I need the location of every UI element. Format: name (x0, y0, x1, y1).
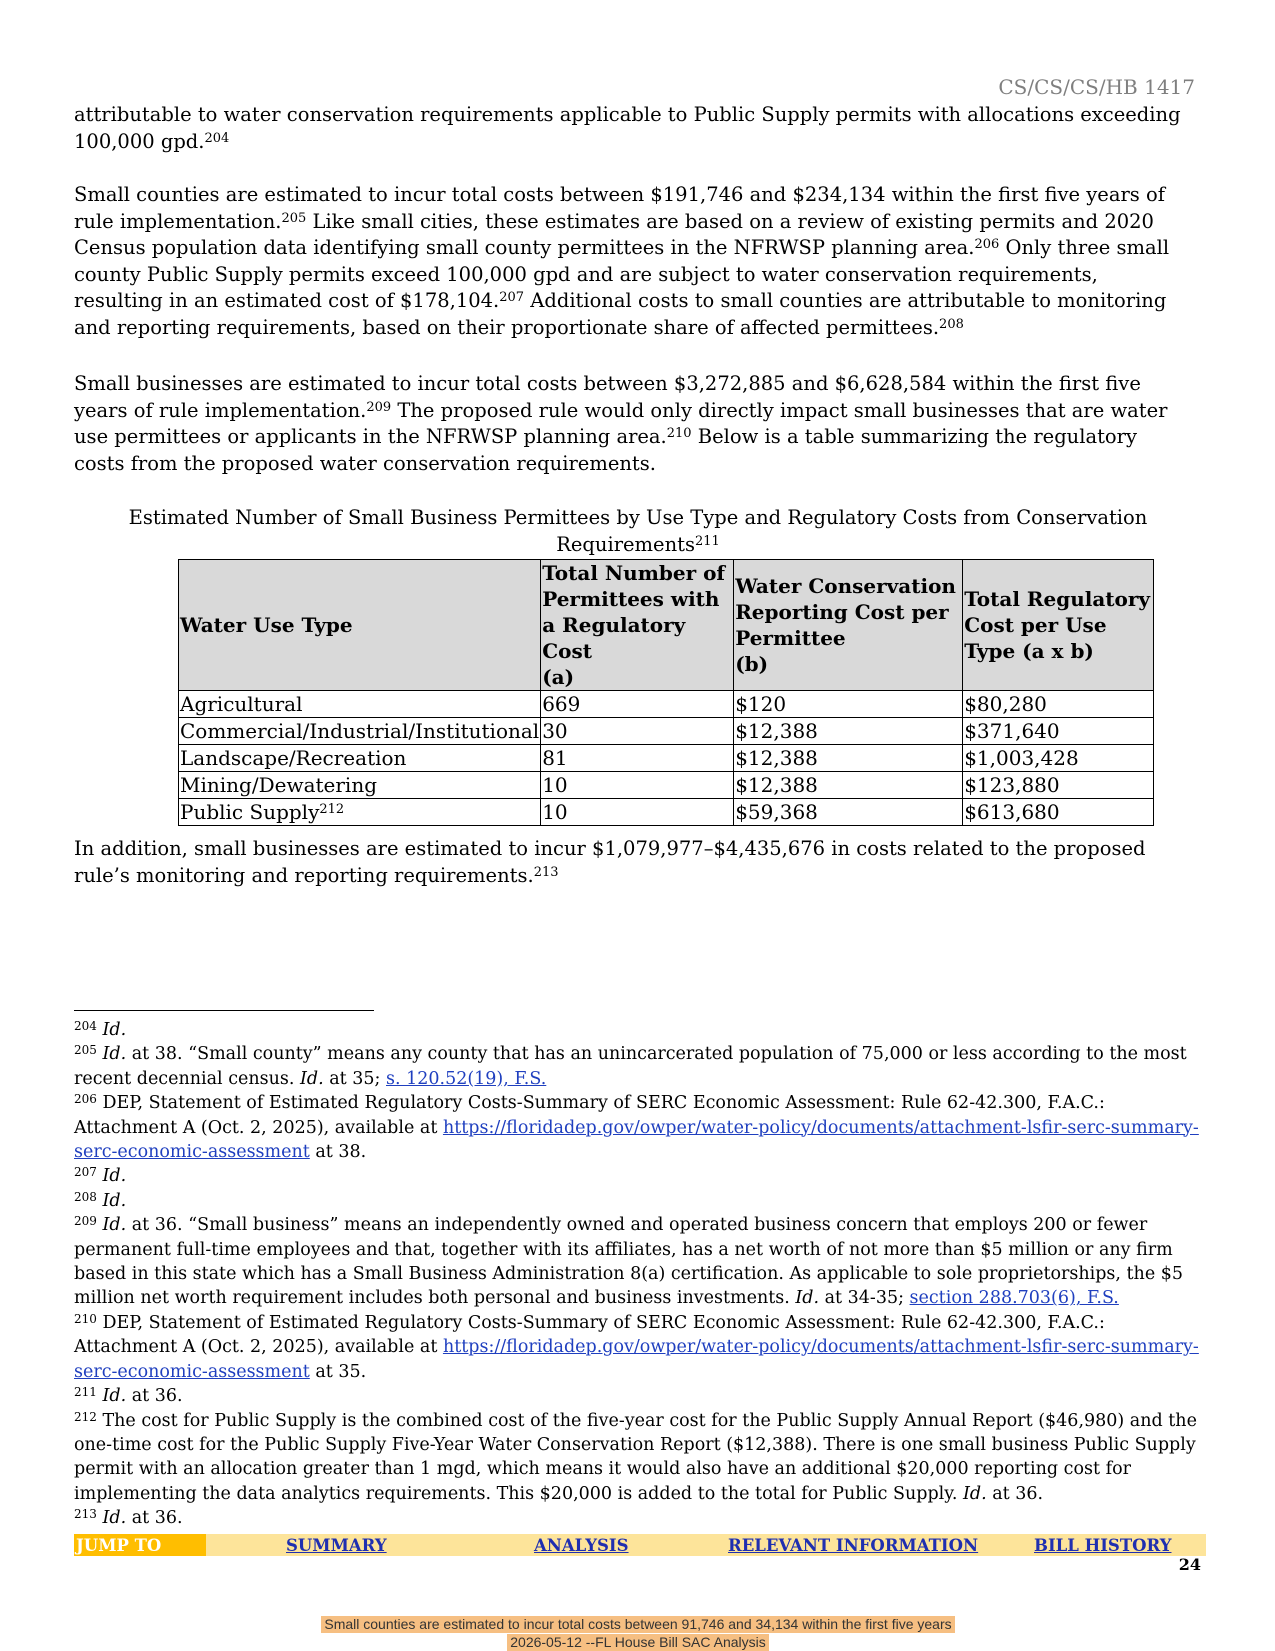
header-text: Total Number of Permittees with a Regulatory Cost (542, 561, 726, 663)
footnote-number: 211 (74, 1385, 97, 1400)
bill-id-header: CS/CS/CS/HB 1417 (998, 75, 1195, 99)
paragraph-small-counties (74, 182, 1192, 341)
footnote-text: DEP, Statement of Estimated Regulatory Costs-Summary of SERC Economic Assessment: Rule 62-42.300, F.A.C.: Attachment A (Oct. 2, 2025), available at (74, 1312, 1105, 1358)
footnote-ref[interactable]: 213 (533, 864, 559, 880)
stamp-line-1 (308, 1616, 968, 1633)
footnote-212 (74, 1409, 1202, 1507)
header-sub: (b) (735, 652, 769, 676)
cell-water-use-type (179, 718, 541, 745)
footnote-id: Id. (102, 1508, 127, 1529)
cell-reporting-cost-text: $12,388 (735, 719, 818, 743)
footnote-text: at 38. (309, 1142, 367, 1163)
cell-total-cost (963, 691, 1154, 718)
stamp-line-2 (308, 1634, 968, 1651)
table-body (179, 691, 1154, 826)
page-number: 24 (1178, 1555, 1201, 1574)
paragraph-text: Like small cities, these estimates are based on a review of existing permits and 2020 Census population data identifying small county permittees in the NFRWSP planning area. (74, 209, 1154, 259)
cell-total-cost-text: $371,640 (964, 719, 1060, 743)
paragraph-text: Small businesses are estimated to incur total costs between $3,272,885 and $6,628,584 within the first five years of rule implementation. (74, 372, 1141, 422)
col-header-total-cost: Total Regulatory Cost per Use Type (a x b) (963, 560, 1154, 691)
footnote-211 (74, 1384, 1202, 1408)
footnote-ref[interactable]: 212 (319, 802, 345, 817)
footnote-number: 208 (74, 1189, 97, 1204)
table-row (179, 691, 1154, 718)
table-row (179, 718, 1154, 745)
cell-total-cost (963, 745, 1154, 772)
footnote-ref[interactable]: 209 (366, 399, 392, 415)
footnote-text: The cost for Public Supply is the combined cost of the five-year cost for the Public Supply Annual Report ($46,980) and the one-time cost for the Public Supply Five-Year Water Conservation Report ($12,388). There is one small business Public Supply permit with an allocation greater than 1 mgd, which means it would also have an additional $20,000 reporting cost for implementing the data analytics requirements. This $20,000 is added to the total for Public Supply. (74, 1410, 1197, 1504)
cell-total-cost (963, 718, 1154, 745)
footnote-number: 212 (74, 1409, 97, 1424)
cell-water-use-type-text: Commercial/Industrial/Institutional (180, 719, 540, 743)
footnote-ref[interactable]: 207 (499, 290, 525, 305)
paragraph-text: attributable to water conservation requirements applicable to Public Supply permits with allocations exceeding 100,000 gpd. (74, 103, 1181, 153)
cell-permittee-count-text: 10 (542, 773, 568, 797)
cell-reporting-cost (734, 718, 963, 745)
footnote-id: Id. (102, 1166, 127, 1187)
table-row (179, 745, 1154, 772)
footnote-ref[interactable]: 208 (939, 316, 964, 332)
footnote-id: Id. (102, 1190, 127, 1211)
footnote-text: at 36. (126, 1508, 183, 1529)
footnote-ref[interactable]: 204 (204, 130, 230, 146)
statute-link[interactable]: section 288.703(6), F.S. (909, 1288, 1119, 1309)
footnote-205 (74, 1042, 1202, 1091)
stamp-text: Small counties are estimated to incur total costs between 91,746 and 34,134 within the first five years (321, 1616, 954, 1633)
footnote-210 (74, 1311, 1202, 1384)
cell-permittee-count-text: 669 (542, 692, 581, 716)
footnote-number: 209 (74, 1214, 97, 1229)
cell-water-use-type-text: Agricultural (180, 692, 303, 716)
col-header-permittees (541, 560, 734, 691)
footnote-number: 207 (74, 1165, 97, 1180)
cell-reporting-cost (734, 745, 963, 772)
cell-water-use-type (179, 799, 541, 826)
cell-water-use-type-text: Landscape/Recreation (180, 746, 407, 770)
footnote-207 (74, 1164, 1202, 1188)
footnote-ref[interactable]: 210 (666, 426, 692, 441)
jump-link-analysis[interactable]: ANALYSIS (534, 1535, 629, 1555)
footnote-id: Id. (102, 1215, 127, 1236)
cell-permittee-count-text: 30 (542, 719, 568, 743)
footnote-206 (74, 1091, 1202, 1164)
footnote-text: DEP, Statement of Estimated Regulatory Costs-Summary of SERC Economic Assessment: Rule 62-42.300, F.A.C.: Attachment A (Oct. 2, 2025), available at (74, 1093, 1105, 1138)
cell-reporting-cost-text: $12,388 (735, 773, 818, 797)
cell-permittee-count (541, 691, 734, 718)
footnote-209 (74, 1213, 1202, 1311)
cell-total-cost-text: $123,880 (964, 773, 1060, 797)
source-link[interactable]: https://floridadep.gov/owper/water-policy/documents/attachment-lsfir-serc-summary-serc-economic-assessment (74, 1337, 1199, 1382)
header-sub: (a) (542, 665, 575, 689)
paragraph-small-businesses (74, 371, 1192, 477)
table-header-row (179, 560, 1154, 691)
footnote-id: Id. (962, 1483, 987, 1504)
paragraph-text: Only three small county Public Supply permits exceed 100,000 gpd and are subject to water conservation requirements, resulting in an estimated cost of $178,104. (74, 236, 1170, 312)
cell-total-cost-text: $1,003,428 (964, 746, 1079, 770)
footnotes (74, 1018, 1202, 1531)
footnote-text: at 34-35; (819, 1288, 910, 1309)
cell-total-cost (963, 772, 1154, 799)
paragraph-continuation (74, 102, 1192, 155)
paragraph-text: The proposed rule would only directly impact small businesses that are water use permittees or applicants in the NFRWSP planning area. (74, 398, 1168, 448)
paragraph-text: Below is a table summarizing the regulatory costs from the proposed water conservation requirements. (74, 425, 1138, 475)
footnote-separator (74, 1010, 374, 1011)
cell-water-use-type (179, 745, 541, 772)
jump-link-summary[interactable]: SUMMARY (286, 1535, 387, 1555)
col-header-reporting-cost (734, 560, 963, 691)
cell-total-cost-text: $80,280 (964, 692, 1047, 716)
table-caption (74, 505, 1202, 558)
jump-link-relevant-information[interactable]: RELEVANT INFORMATION (728, 1535, 979, 1555)
cell-reporting-cost-text: $120 (735, 692, 787, 716)
footnote-ref[interactable]: 205 (281, 210, 307, 226)
statute-link[interactable]: s. 120.52(19), F.S. (386, 1068, 547, 1089)
regulatory-costs-table (178, 559, 1154, 826)
source-link[interactable]: https://floridadep.gov/owper/water-policy/documents/attachment-lsfir-serc-summary-serc-economic-assessment (74, 1117, 1199, 1163)
header-text: Water Conservation Reporting Cost per Permittee (735, 574, 956, 650)
footnote-id: Id. (102, 1020, 127, 1040)
table-row (179, 772, 1154, 799)
cell-total-cost (963, 799, 1154, 826)
cell-permittee-count (541, 772, 734, 799)
footnote-text: at 38. “Small county” means any county that has an unincarcerated population of 75,000 or less according to the most recent decennial census. (74, 1044, 1187, 1089)
footnote-id: Id. (795, 1288, 820, 1309)
footnote-204 (74, 1018, 1202, 1042)
cell-reporting-cost (734, 691, 963, 718)
footnote-ref[interactable]: 206 (974, 237, 1000, 252)
jump-to-bar (74, 1534, 1206, 1556)
footnote-text: at 36. (986, 1483, 1044, 1504)
footnote-number: 206 (74, 1092, 97, 1107)
stamp-text: 2026-05-12 --FL House Bill SAC Analysis (507, 1634, 769, 1651)
caption-text: Estimated Number of Small Business Permittees by Use Type and Regulatory Costs from Conservation Requirements (128, 506, 1148, 556)
cell-water-use-type-text: Mining/Dewatering (180, 773, 378, 797)
footnote-213 (74, 1506, 1202, 1530)
footnote-208 (74, 1189, 1202, 1213)
cell-permittee-count (541, 745, 734, 772)
footnote-number: 213 (74, 1507, 97, 1522)
cell-water-use-type (179, 772, 541, 799)
cell-permittee-count (541, 718, 734, 745)
footnote-number: 204 (74, 1019, 97, 1033)
paragraph-text: Small counties are estimated to incur total costs between $191,746 and $234,134 within the first five years of rule implementation. (74, 183, 1165, 233)
cell-reporting-cost-text: $59,368 (735, 800, 818, 824)
paragraph-monitoring (74, 836, 1192, 889)
paragraph-text: Additional costs to small counties are attributable to monitoring and reporting requirements, based on their proportionate share of affected permittees. (74, 289, 1167, 339)
footnote-text: at 35. (309, 1361, 367, 1382)
footnote-number: 210 (74, 1311, 97, 1326)
cell-reporting-cost-text: $12,388 (735, 746, 818, 770)
footnote-text: at 35; (323, 1068, 386, 1089)
cell-permittee-count (541, 799, 734, 826)
footnote-text: at 36. (126, 1386, 183, 1407)
cell-total-cost-text: $613,680 (964, 800, 1060, 824)
footnote-id: Id. (299, 1068, 324, 1089)
footnote-text: at 36. “Small business” means an independently owned and operated business concern that employs 200 or fewer permanent full-time employees and that, together with its affiliates, has a net worth of not more than $5 million or any firm based in this state which has a Small Business Administration 8(a) certification. As applicable to sole proprietorships, the $5 million net worth requirement includes both personal and business investments. (74, 1215, 1184, 1309)
jump-link-bill-history[interactable]: BILL HISTORY (1034, 1535, 1172, 1555)
table-row (179, 799, 1154, 826)
col-header-water-use-type: Water Use Type (179, 560, 541, 691)
cell-water-use-type (179, 691, 541, 718)
cell-permittee-count-text: 10 (542, 800, 568, 824)
footnote-id: Id. (102, 1044, 127, 1065)
footnote-number: 205 (74, 1043, 97, 1058)
paragraph-text: In addition, small businesses are estimated to incur $1,079,977–$4,435,676 in costs related to the proposed rule’s monitoring and reporting requirements. (74, 837, 1146, 887)
jump-to-label: JUMP TO (74, 1534, 206, 1556)
footnote-ref[interactable]: 211 (694, 533, 720, 549)
cell-reporting-cost (734, 772, 963, 799)
footnote-id: Id. (102, 1386, 127, 1407)
cell-reporting-cost (734, 799, 963, 826)
cell-permittee-count-text: 81 (542, 746, 568, 770)
cell-water-use-type-text: Public Supply (180, 800, 320, 824)
